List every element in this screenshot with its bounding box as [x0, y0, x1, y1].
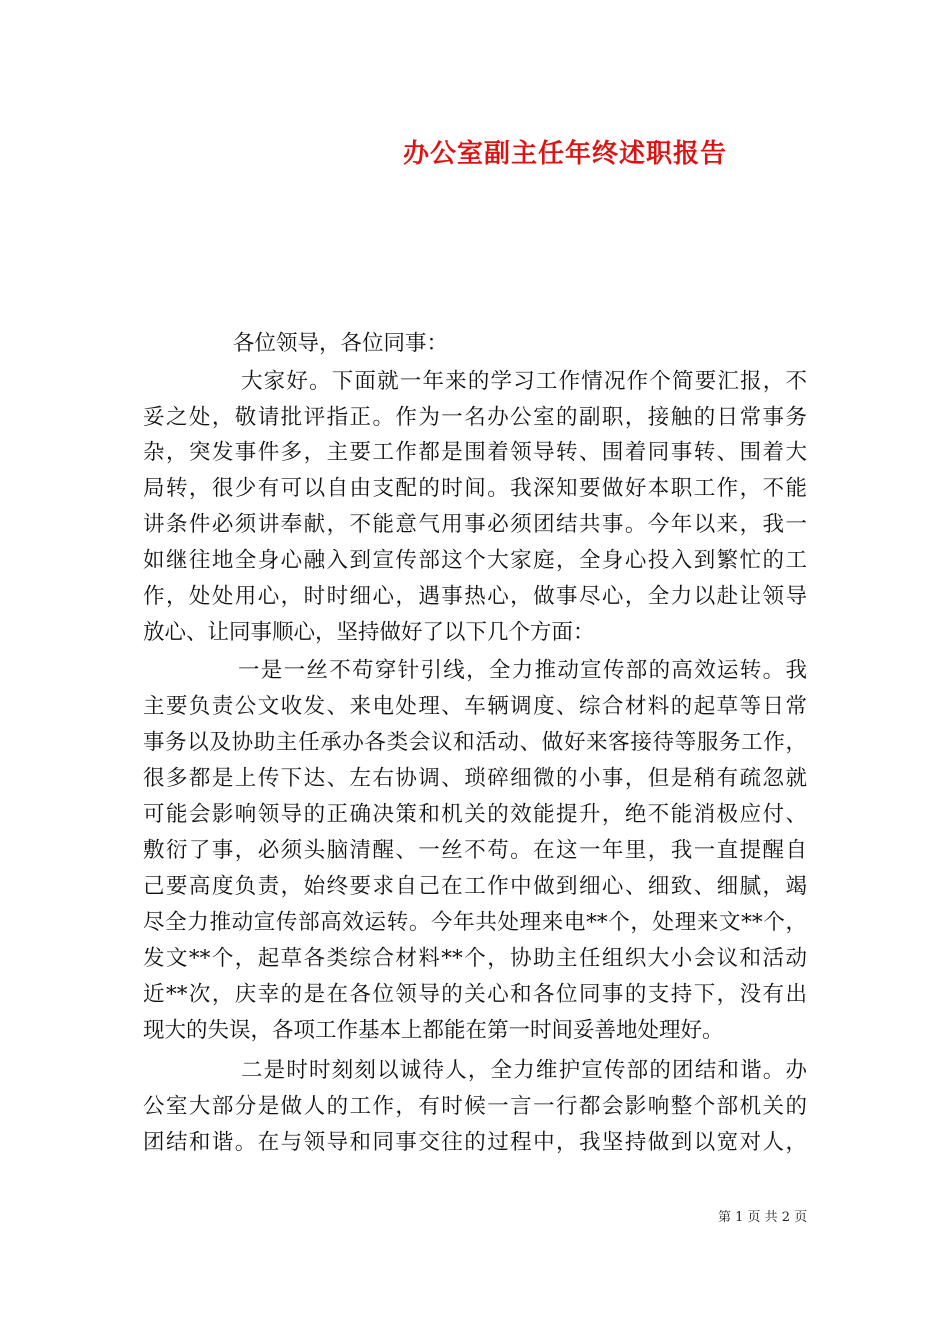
paragraph-line: 二是时时刻刻以诚待人，全力维护宣传部的团结和谐。办: [241, 1058, 807, 1083]
paragraph-line: 很多都是上传下达、左右协调、琐碎细微的小事，但是稍有疏忽就: [143, 766, 807, 791]
paragraph-line: 放心、让同事顺心，坚持做好了以下几个方面：: [143, 620, 595, 645]
paragraph-line: 尽全力推动宣传部高效运转。今年共处理来电**个，处理来文**个，: [143, 910, 807, 935]
paragraph-line: 杂，突发事件多，主要工作都是围着领导转、围着同事转、围着大: [143, 440, 807, 465]
paragraph-line: 事务以及协助主任承办各类会议和活动、做好来客接待等服务工作，: [143, 730, 807, 755]
paragraph-line: 公室大部分是做人的工作，有时候一言一行都会影响整个部机关的: [143, 1094, 807, 1119]
paragraph-line: 讲条件必须讲奉献，不能意气用事必须团结共事。今年以来，我一: [143, 512, 807, 537]
paragraph-line: 一是一丝不苟穿针引线，全力推动宣传部的高效运转。我: [238, 658, 807, 683]
paragraph-line: 可能会影响领导的正确决策和机关的效能提升，绝不能消极应付、: [143, 802, 807, 827]
page-number: 第 1 页 共 2 页: [718, 1210, 808, 1225]
paragraph-line: 敷衍了事，必须头脑清醒、一丝不苟。在这一年里，我一直提醒自: [143, 838, 807, 863]
paragraph-line: 己要高度负责，始终要求自己在工作中做到细心、细致、细腻，竭: [143, 874, 807, 899]
paragraph-line: 现大的失误，各项工作基本上都能在第一时间妥善地处理好。: [143, 1018, 724, 1043]
paragraph-line: 作，处处用心，时时细心，遇事热心，做事尽心，全力以赴让领导: [143, 584, 807, 609]
salutation: 各位领导，各位同事：: [233, 331, 449, 356]
paragraph-line: 发文**个，起草各类综合材料**个，协助主任组织大小会议和活动: [143, 946, 807, 971]
paragraph-line: 局转，很少有可以自由支配的时间。我深知要做好本职工作，不能: [143, 476, 807, 501]
paragraph-line: 团结和谐。在与领导和同事交往的过程中，我坚持做到以宽对人，: [143, 1130, 807, 1155]
paragraph-line: 大家好。下面就一年来的学习工作情况作个简要汇报，不: [241, 369, 807, 394]
paragraph-line: 主要负责公文收发、来电处理、车辆调度、综合材料的起草等日常: [143, 694, 807, 719]
document-title: 办公室副主任年终述职报告: [402, 139, 727, 169]
paragraph-line: 近**次，庆幸的是在各位领导的关心和各位同事的支持下，没有出: [143, 982, 807, 1007]
paragraph-line: 如继往地全身心融入到宣传部这个大家庭，全身心投入到繁忙的工: [143, 548, 807, 573]
paragraph-line: 妥之处，敬请批评指正。作为一名办公室的副职，接触的日常事务: [143, 405, 807, 430]
